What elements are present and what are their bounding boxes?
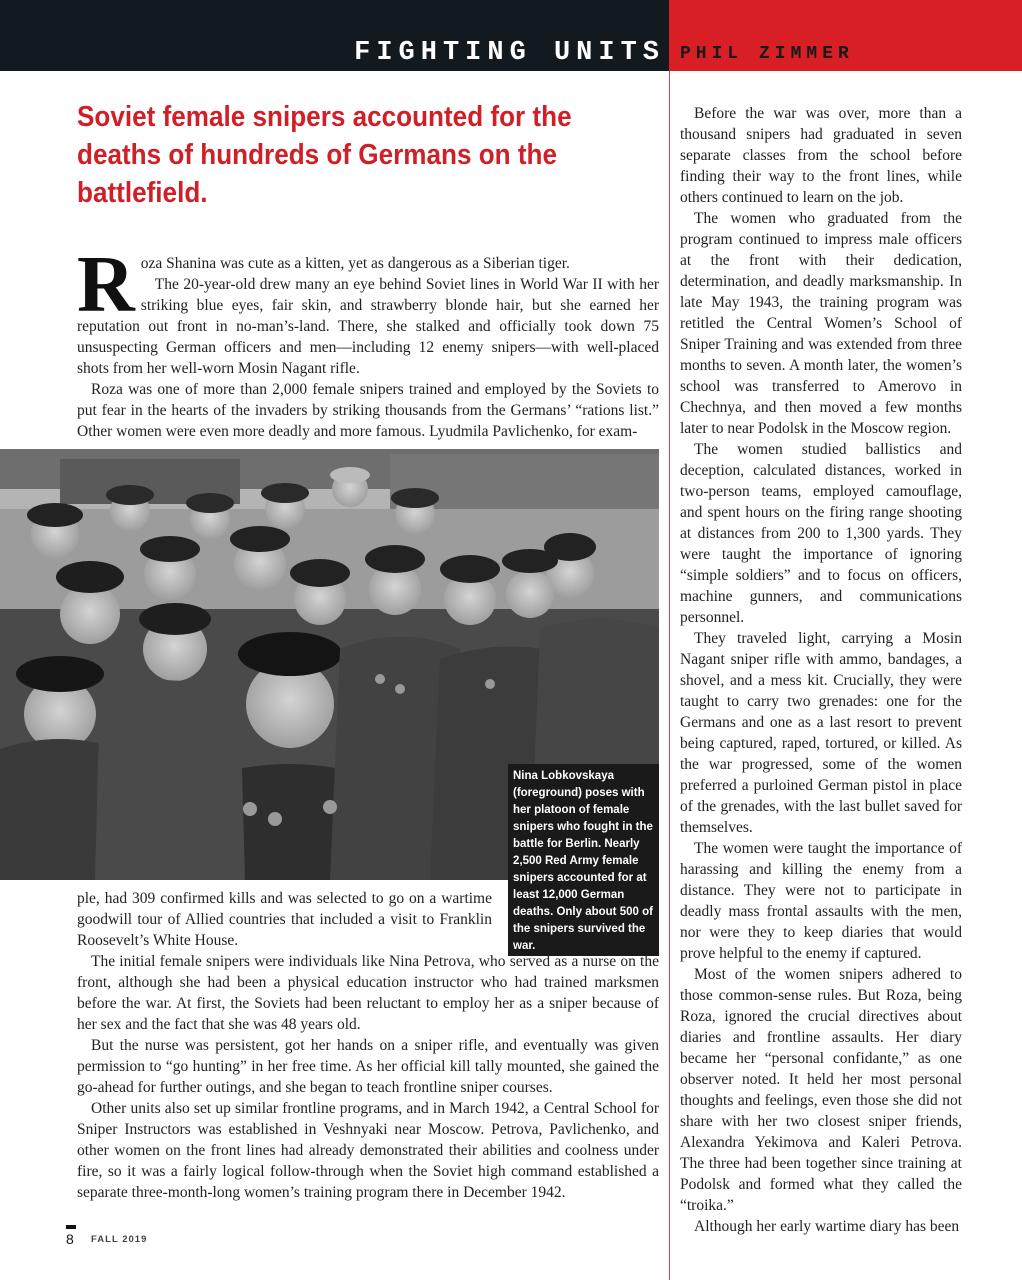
column1-continuation-text: ple, had 309 confirmed kills and was selected to go on a wartime goodwill tour of Allied countries that included a visit to Franklin Roosevelt’s White House.: [77, 890, 492, 949]
column-divider: [669, 71, 670, 1280]
intro-first-line: oza Shanina was cute as a kitten, yet as dangerous as a Siberian tiger.: [140, 255, 570, 272]
author-byline: PHIL ZIMMER: [680, 44, 854, 64]
column2-paragraph: The women studied ballistics and deception, calculated distances, worked in two-person teams, employed camouflage, and spent hours on the firing range shooting at distances from 200 to 1,300 yards. They were taught the importance of ignoring “simple soldiers” and to focus on officers, machine gunners, and communications personnel.: [680, 441, 962, 626]
column2-body: [680, 103, 962, 1237]
column2-paragraph: They traveled light, carrying a Mosin Nagant sniper rifle with ammo, bandages, a shovel, and a mess kit. Crucially, they were taught to carry two grenades: one for the Germans and one as a last resort to prevent being captured, raped, tortured, or killed. As the war progressed, some of the women preferred a purloined German pistol in place of the grenades, with the last bullet saved for themselves.: [680, 630, 962, 836]
folio-mark: [66, 1225, 76, 1229]
column1-body: [77, 951, 659, 1203]
column2-paragraph: The women who graduated from the program continued to impress male officers at the front with their dedication, determination, and deadly marksmanship. In late May 1943, the training program was retitled the Central Women’s School of Sniper Training and was extended from three months to seven. A month later, the women’s school was transferred to Amerovo in Chechnya, and then moved a few months later to near Podolsk in the Moscow region.: [680, 210, 962, 437]
page-number: 8: [66, 1231, 74, 1247]
photo-caption: Nina Lobkovskaya (foreground) poses with her platoon of female snipers who fought in the battle for Berlin. Nearly 2,500 Red Army female snipers accounted for at least 12,000 German deaths. Only about 500 of the snipers survived the war.: [513, 770, 653, 952]
article-intro: [77, 241, 659, 442]
column2-paragraph: Most of the women snipers adhered to those common-sense rules. But Roza, being Roza, ignored the crucial directives about diaries and frontline assaults. Her diary became her “personal confidante,” as one observer noted. It held her most personal thoughts and feelings, even those she did not share with her two closest sniper friends, Alexandra Yekimova and Kaleri Petrova. The three had been together since training at Podolsk and formed what they called the “troika.”: [680, 966, 962, 1214]
column1-paragraph: But the nurse was persistent, got her hands on a sniper rifle, and eventually was given permission to “go hunting” in her free time. As her official kill tally mounted, she gained the go-ahead for further outings, and she began to teach frontline sniper courses.: [77, 1037, 659, 1096]
section-title: FIGHTING UNITS: [354, 38, 665, 68]
column1-paragraph: The initial female snipers were individuals like Nina Petrova, who served as a nurse on the front, although she had been a physical education instructor who had trained marksmen before the war. At first, the Soviets had been reluctant to employ her as a sniper because of her sex and the fact that she was 48 years old.: [77, 953, 659, 1033]
column1-paragraph: Other units also set up similar frontline programs, and in March 1942, a Central School for Sniper Instructors was established in Veshnyaki near Moscow. Petrova, Pavlichenko, and other women on the front lines had already demonstrated their abilities and coolness under fire, so it was a fairly logical follow-through when the Soviet high command established a separate three-month-long women’s training program there in December 1942.: [77, 1100, 659, 1201]
issue-label: FALL 2019: [91, 1234, 148, 1245]
drop-cap: R: [77, 241, 135, 329]
column2-paragraph: Although her early wartime diary has been: [694, 1218, 960, 1235]
intro-paragraph: Roza was one of more than 2,000 female snipers trained and employed by the Soviets to put fear in the hearts of the invaders by striking thousands from the Germans’ “rations list.” Other women were even more deadly and more famous. Lyudmila Pavlichenko, for exam-: [77, 381, 659, 440]
column1-continuation: [77, 888, 492, 951]
article-headline: Soviet female snipers accounted for the deaths of hundreds of Germans on the battlefield.: [77, 101, 572, 209]
column2-paragraph: The women were taught the importance of harassing and killing the enemy from a distance. They were not to participate in deadly mass frontal assaults with the men, nor were they to keep diaries that would prove helpful to the enemy if captured.: [680, 840, 962, 962]
column2-paragraph: Before the war was over, more than a thousand snipers had graduated in seven separate classes from the school before finding their way to the front lines, while others continued to learn on the job.: [680, 105, 962, 206]
intro-paragraph: The 20-year-old drew many an eye behind Soviet lines in World War II with her striking blue eyes, fair skin, and strawberry blonde hair, but she earned her reputation out front in no-man’s-land. There, she stalked and officially took down 75 unsuspecting German officers and men—including 12 enemy snipers—with well-placed shots from her well-worn Mosin Nagant rifle.: [77, 276, 659, 377]
